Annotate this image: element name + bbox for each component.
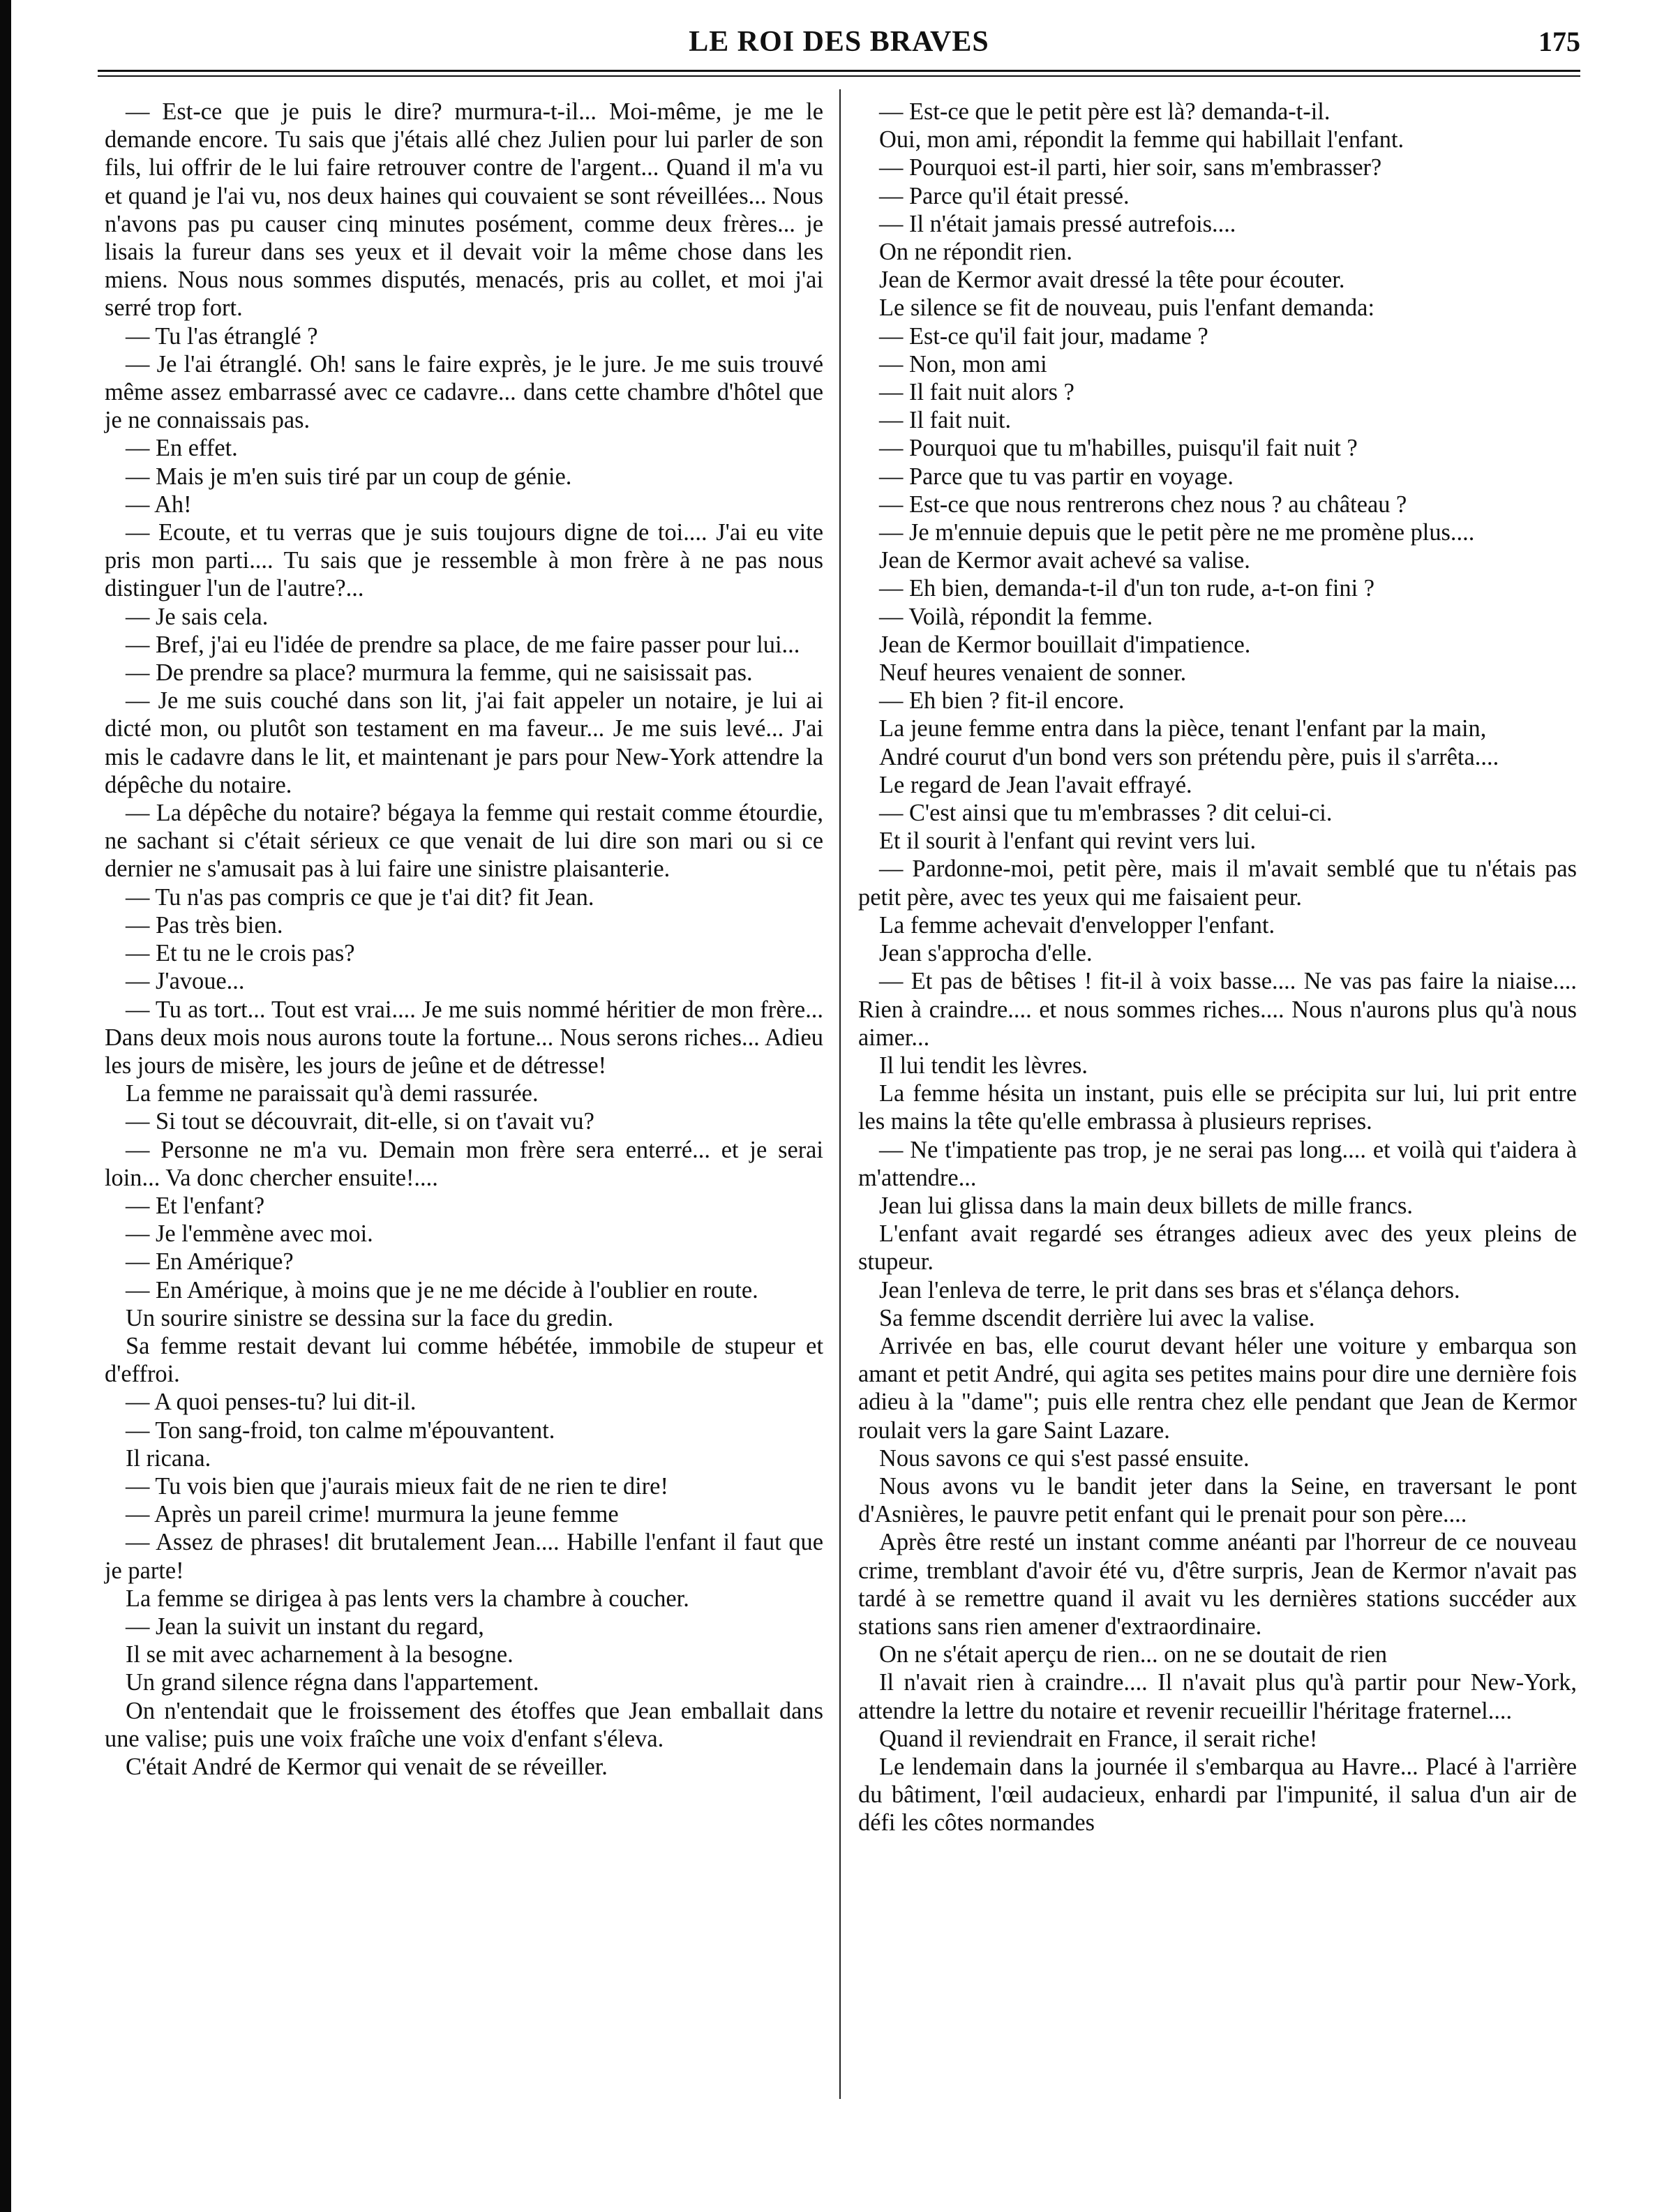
paragraph: — Ecoute, et tu verras que je suis toujours digne de toi.... J'ai eu vite pris mon parti.... Tu sais que je ressemble à mon frère à ne pas nous distinguer l'un de l'autre?... <box>105 519 823 602</box>
page-number: 175 <box>1538 26 1580 57</box>
paragraph: — Je m'ennuie depuis que le petit père ne me promène plus.... <box>879 519 1475 546</box>
paragraph: — Eh bien ? fit-il encore. <box>879 687 1125 715</box>
column-divider <box>839 89 841 2099</box>
paragraph: La femme achevait d'envelopper l'enfant. <box>879 911 1275 939</box>
page-header <box>98 21 1580 64</box>
header-rule-bottom <box>98 75 1580 77</box>
paragraph: Jean de Kermor avait achevé sa valise. <box>879 547 1250 574</box>
paragraph: Il ricana. <box>126 1444 211 1472</box>
paragraph: Nous savons ce qui s'est passé ensuite. <box>879 1444 1250 1472</box>
paragraph: — Ne t'impatiente pas trop, je ne serai pas long.... et voilà qui t'aidera à m'attendre... <box>858 1136 1577 1191</box>
paragraph: — Et tu ne le crois pas? <box>126 940 355 967</box>
paragraph: — Personne ne m'a vu. Demain mon frère sera enterré... et je serai loin... Va donc chercher ensuite!.... <box>105 1136 823 1191</box>
paragraph: — Est-ce que nous rentrerons chez nous ? au château ? <box>879 491 1407 518</box>
paragraph: Le silence se fit de nouveau, puis l'enfant demanda: <box>879 294 1374 322</box>
paragraph: — Tu l'as étranglé ? <box>126 322 318 350</box>
paragraph: Il lui tendit les lèvres. <box>879 1052 1088 1079</box>
paragraph: C'était André de Kermor qui venait de se réveiller. <box>126 1753 608 1780</box>
paragraph: — Eh bien, demanda-t-il d'un ton rude, a-t-on fini ? <box>879 575 1375 602</box>
paragraph: — En Amérique, à moins que je ne me décide à l'oublier en route. <box>126 1276 758 1303</box>
paragraph: — Il n'était jamais pressé autrefois.... <box>879 210 1236 237</box>
paragraph: — Je me suis couché dans son lit, j'ai fait appeler un notaire, je lui ai dicté mon, ou plutôt son testament en ma faveur... Je me suis levé... J'ai mis le cadavre dans le lit, et maintenant je pars pour New-York attendre la dépêche du notaire. <box>105 687 823 798</box>
paragraph: On n'entendait que le froissement des étoffes que Jean emballait dans une valise; puis une voix fraîche une voix d'enfant s'éleva. <box>105 1697 823 1752</box>
paragraph: — Et l'enfant? <box>126 1192 265 1219</box>
paragraph: — Voilà, répondit la femme. <box>879 603 1153 630</box>
paragraph: — Non, mon ami <box>879 350 1047 378</box>
paragraph: — A quoi penses-tu? lui dit-il. <box>126 1389 417 1416</box>
paragraph: — Parce qu'il était pressé. <box>879 182 1130 209</box>
paragraph: — Mais je m'en suis tiré par un coup de génie. <box>126 463 572 490</box>
paragraph: — Est-ce que le petit père est là? demanda-t-il. <box>879 98 1331 125</box>
header-rule-top <box>98 70 1580 72</box>
paragraph: Jean s'approcha d'elle. <box>879 940 1093 967</box>
paragraph: On ne s'était aperçu de rien... on ne se doutait de rien <box>879 1641 1388 1668</box>
paragraph: — Après un pareil crime! murmura la jeune femme <box>126 1501 619 1528</box>
paragraph: — Il fait nuit. <box>879 407 1012 434</box>
paragraph: Un grand silence régna dans l'appartement. <box>126 1669 539 1696</box>
paragraph: — Je l'ai étranglé. Oh! sans le faire exprès, je le jure. Je me suis trouvé même assez embarrassé avec ce cadavre... dans cette chambre d'hôtel que je ne connaissais pas. <box>105 350 823 434</box>
paragraph: Le lendemain dans la journée il s'embarqua au Havre... Placé à l'arrière du bâtiment, l'œil audacieux, enhardi par l'impunité, il salua d'un air de défi les côtes normandes <box>858 1753 1577 1837</box>
paragraph: — En effet. <box>126 435 238 462</box>
paragraph: La femme ne paraissait qu'à demi rassurée. <box>126 1080 539 1107</box>
paragraph: Jean de Kermor avait dressé la tête pour écouter. <box>879 267 1345 294</box>
paragraph: — Ah! <box>126 491 192 518</box>
paragraph: — Tu vois bien que j'aurais mieux fait de ne rien te dire! <box>126 1472 668 1500</box>
paragraph: — Est-ce qu'il fait jour, madame ? <box>879 322 1208 350</box>
paragraph: — J'avoue... <box>126 968 245 995</box>
paragraph: La femme se dirigea à pas lents vers la chambre à coucher. <box>126 1585 689 1612</box>
paragraph: — Pas très bien. <box>126 911 283 939</box>
paragraph: — Il fait nuit alors ? <box>879 379 1074 406</box>
paragraph: Et il sourit à l'enfant qui revint vers lui. <box>879 828 1257 855</box>
paragraph: Il n'avait rien à craindre.... Il n'avait plus qu'à partir pour New-York, attendre la lettre du notaire et revenir recueillir l'héritage fraternel.... <box>858 1669 1577 1724</box>
paragraph: — Tu as tort... Tout est vrai.... Je me suis nommé héritier de mon frère... Dans deux mois nous aurons toute la fortune... Nous serons riches... Adieu les jours de misère, les jours de jeûne et de détresse! <box>105 996 823 1079</box>
paragraph: Jean de Kermor bouillait d'impatience. <box>879 631 1251 658</box>
paragraph: L'enfant avait regardé ses étranges adieux avec des yeux pleins de stupeur. <box>858 1220 1577 1276</box>
left-column <box>105 98 823 1781</box>
paragraph: — C'est ainsi que tu m'embrasses ? dit celui-ci. <box>879 800 1333 827</box>
paragraph: Le regard de Jean l'avait effrayé. <box>879 771 1192 798</box>
paragraph: Nous avons vu le bandit jeter dans la Seine, en traversant le pont d'Asnières, le pauvre petit enfant qui le prenait pour son père.... <box>858 1472 1577 1528</box>
paragraph: Il se mit avec acharnement à la besogne. <box>126 1641 514 1668</box>
paragraph: — Je l'emmène avec moi. <box>126 1220 373 1248</box>
running-title: LE ROI DES BRAVES <box>689 26 989 58</box>
paragraph: — Bref, j'ai eu l'idée de prendre sa place, de me faire passer pour lui... <box>126 631 800 658</box>
paragraph: — Assez de phrases! dit brutalement Jean.... Habille l'enfant il faut que je parte! <box>105 1529 823 1584</box>
paragraph: — Pourquoi est-il parti, hier soir, sans m'embrasser? <box>879 154 1382 181</box>
paragraph: Un sourire sinistre se dessina sur la face du gredin. <box>126 1304 614 1331</box>
paragraph: Oui, mon ami, répondit la femme qui habillait l'enfant. <box>879 126 1404 154</box>
paragraph: Jean lui glissa dans la main deux billets de mille francs. <box>879 1192 1414 1219</box>
paragraph: — Pardonne-moi, petit père, mais il m'avait semblé que tu n'étais pas petit père, avec tes yeux qui me faisaient peur. <box>858 855 1577 911</box>
page-edge-bar <box>0 0 11 2212</box>
paragraph: — De prendre sa place? murmura la femme, qui ne saisissait pas. <box>126 659 753 687</box>
paragraph: André courut d'un bond vers son prétendu père, puis il s'arrêta.... <box>879 743 1499 770</box>
paragraph: — En Amérique? <box>126 1248 294 1276</box>
paragraph: — Pourquoi que tu m'habilles, puisqu'il fait nuit ? <box>879 435 1358 462</box>
paragraph: Arrivée en bas, elle courut devant héler une voiture y embarqua son amant et petit André, qui agita ses petites mains pour dire une dernière fois adieu à la "dame"; puis elle rentra chez elle pendant que Jean de Kermor roulait vers la gare Saint Lazare. <box>858 1332 1577 1444</box>
paragraph: — Est-ce que je puis le dire? murmura-t-il... Moi-même, je me le demande encore. Tu sais que j'étais allé chez Julien pour lui parler de son fils, lui offrir de le lui faire retrouver contre de l'argent... Quand il m'a vu et quand je l'ai vu, nos deux haines qui couvaient se sont réveillées... Nous n'avons pas pu causer cinq minutes posément, comme deux frères... je lisais la fureur dans ses yeux et il devait voir la même chose dans les miens. Nous nous sommes disputés, menacés, pris au collet, et moi j'ai serré trop fort. <box>105 98 823 322</box>
paragraph: — Si tout se découvrait, dit-elle, si on t'avait vu? <box>126 1108 594 1135</box>
paragraph: — Jean la suivit un instant du regard, <box>126 1613 484 1640</box>
paragraph: — Parce que tu vas partir en voyage. <box>879 463 1234 490</box>
paragraph: Après être resté un instant comme anéanti par l'horreur de ce nouveau crime, tremblant d'avoir été vu, d'être surpris, Jean de Kermor n'avait pas tardé à se remettre quand il avait vu les dernières stations succéder aux stations sans rien amener d'extraordinaire. <box>858 1529 1577 1640</box>
paragraph: La femme hésita un instant, puis elle se précipita sur lui, lui prit entre les mains la tête qu'elle embrassa à plusieurs reprises. <box>858 1080 1577 1135</box>
paragraph: — Tu n'as pas compris ce que je t'ai dit? fit Jean. <box>126 883 594 911</box>
right-column <box>858 98 1577 1837</box>
paragraph: — La dépêche du notaire? bégaya la femme qui restait comme étourdie, ne sachant si c'était sérieux ce que venait de lui dire son mari ou si ce dernier ne s'amusait pas à lui faire une sinistre plaisanterie. <box>105 800 823 883</box>
paragraph: Neuf heures venaient de sonner. <box>879 659 1187 687</box>
paragraph: Jean l'enleva de terre, le prit dans ses bras et s'élança dehors. <box>879 1276 1460 1303</box>
paragraph: Quand il reviendrait en France, il serait riche! <box>879 1725 1318 1752</box>
paragraph: — Ton sang-froid, ton calme m'épouvantent. <box>126 1417 555 1444</box>
paragraph: — Et pas de bêtises ! fit-il à voix basse.... Ne vas pas faire la niaise.... Rien à craindre.... et nous sommes riches.... Nous n'aurons plus qu'à nous aimer... <box>858 968 1577 1051</box>
paragraph: On ne répondit rien. <box>879 239 1072 266</box>
paragraph: Sa femme restait devant lui comme hébétée, immobile de stupeur et d'effroi. <box>105 1332 823 1388</box>
paragraph: — Je sais cela. <box>126 603 269 630</box>
paragraph: Sa femme dscendit derrière lui avec la valise. <box>879 1304 1315 1331</box>
paragraph: La jeune femme entra dans la pièce, tenant l'enfant par la main, <box>879 715 1487 742</box>
